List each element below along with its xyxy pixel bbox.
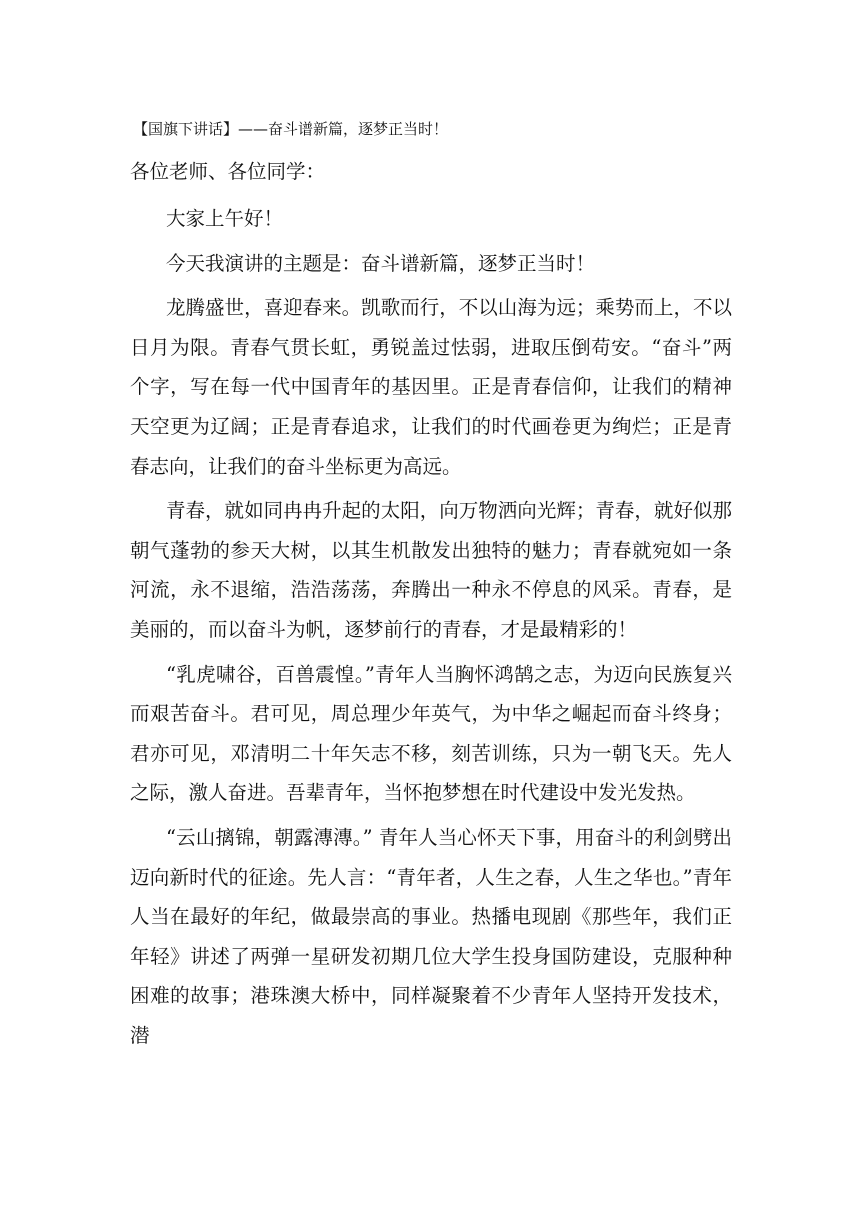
document-title: 【国旗下讲话】——奋斗谱新篇，逐梦正当时！ [133, 120, 449, 138]
body-paragraph-2: 青春，就如同冉冉升起的太阳，向万物洒向光辉；青春，就好似那朝气蓬勃的参天大树，以其生机散发出独特的魅力；青春就宛如一条河流，永不退缩，浩浩荡荡，奔腾出一种永不停息的风采。青春，是美丽的，而以奋斗为帆，逐梦前行的青春，才是最精彩的！ [130, 499, 732, 641]
greeting-paragraph: 大家上午好！ [166, 207, 284, 230]
body-paragraph-4: “云山摛锦，朝露漙漙。” 青年人当心怀天下事，用奋斗的利剑劈出迈向新时代的征途。先人言：“青年者，人生之春，人生之华也。”青年人当在最好的年纪，做最崇高的事业。热播电现剧《那些年，我们正年轻》讲述了两弹一星研发初期几位大学生投身国防建设，克服种种困难的故事；港珠澳大桥中，同样凝聚着不少青年人坚持开发技术，潜 [130, 825, 732, 1047]
body-paragraph-1: 龙腾盛世，喜迎春来。凯歌而行，不以山海为远；乘势而上，不以日月为限。青春气贯长虹，勇锐盖过怯弱，进取压倒苟安。“奋斗”两个字，写在每一代中国青年的基因里。正是青春信仰，让我们的精神天空更为辽阔；正是青春追求，让我们的时代画卷更为绚烂；正是青春志向，让我们的奋斗坐标更为高远。 [130, 296, 732, 478]
speech-body [130, 199, 732, 1060]
body-paragraph-3: “乳虎啸谷，百兽震惶。”青年人当胸怀鸿鹄之志，为迈向民族复兴而艰苦奋斗。君可见，周总理少年英气，为中华之崛起而奋斗终身；君亦可见，邓清明二十年矢志不移，刻苦训练，只为一朝飞天。先人之际，激人奋进。吾辈青年，当怀抱梦想在时代建设中发光发热。 [130, 662, 732, 805]
topic-paragraph: 今天我演讲的主题是：奋斗谱新篇，逐梦正当时！ [166, 251, 596, 275]
salutation: 各位老师、各位同学： [130, 160, 326, 183]
